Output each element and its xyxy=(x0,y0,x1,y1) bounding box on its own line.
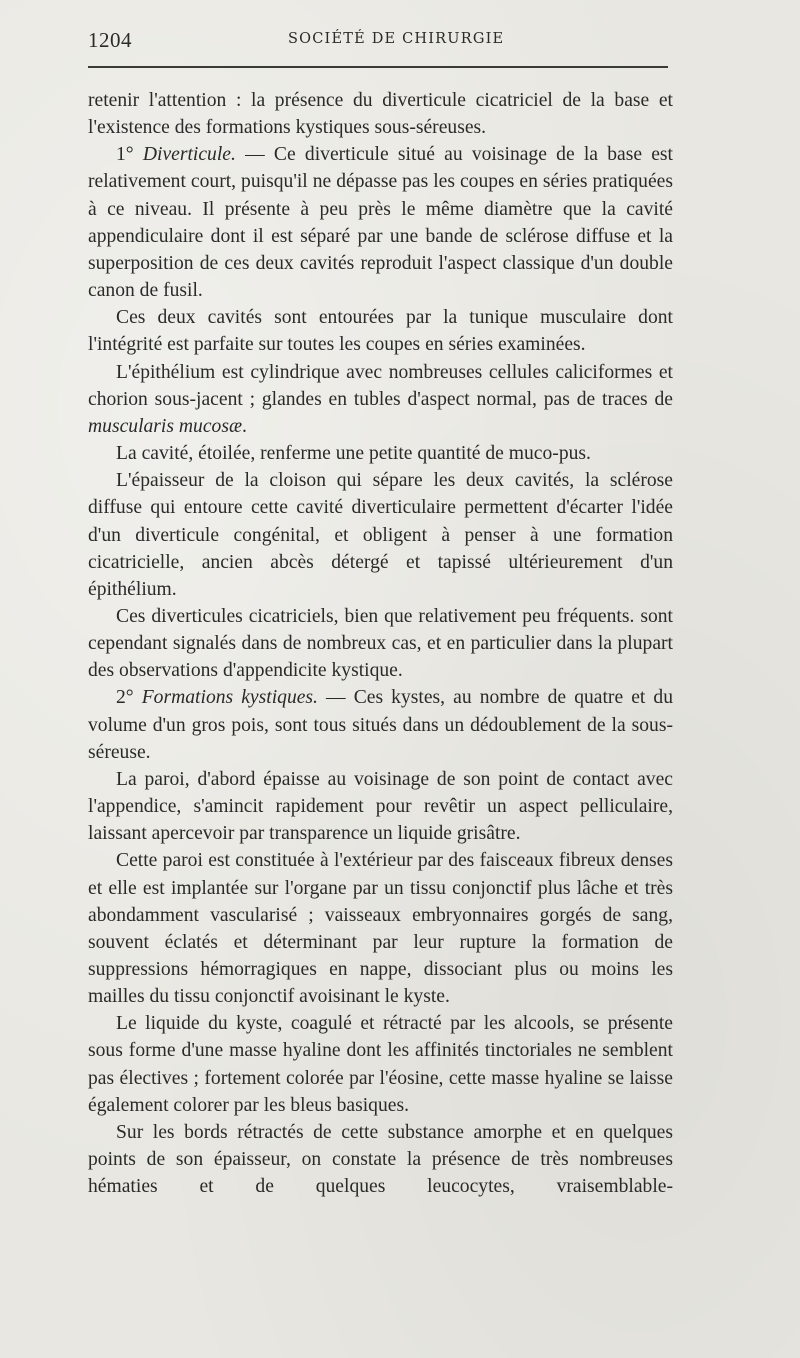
paragraph-10 xyxy=(88,847,673,1010)
paragraph-text: Cette paroi est constituée à l'extérieur par des faisceaux fibreux denses et elle est implantée sur l'organe par un tissu conjonctif plus lâche et très abondamment vascularisé ; vaisseaux embryonnaires gorgés de sang, souvent éclatés et déterminant par leur rupture la formation de suppressions hémorragiques en nappe, dissociant plus ou moins les mailles du tissu conjonctif avoisinant le kyste. xyxy=(88,850,673,1008)
running-head: SOCIÉTÉ DE CHIRURGIE xyxy=(288,31,505,47)
paragraph-8 xyxy=(88,684,673,765)
paragraph-12 xyxy=(88,1119,673,1200)
paragraph-1 xyxy=(88,87,673,141)
paragraph-2 xyxy=(88,141,673,304)
section-number: 2° xyxy=(116,687,142,709)
header-rule xyxy=(88,66,668,68)
paragraph-4 xyxy=(88,359,673,440)
paragraph-text: retenir l'attention : la présence du diverticule cicatriciel de la base et l'existence des formations kystiques sous-séreuses. xyxy=(88,90,673,139)
latin-term: muscularis mucosæ xyxy=(88,415,243,437)
paragraph-11 xyxy=(88,1010,673,1119)
section-title: Diverticule. xyxy=(142,144,236,166)
paragraph-tail: . xyxy=(242,415,247,437)
paragraph-text: — Ce diverticule situé au voisinage de la base est relativement court, puisqu'il ne dépasse pas les coupes en séries pratiquées à ce niveau. Il présente à peu près le même diamètre que la cavité appendiculaire dont il est séparé par une bande de sclérose diffuse et la superposition de ces deux cavités reproduit l'aspect classique d'un double canon de fusil. xyxy=(88,144,674,302)
paragraph-text: La paroi, d'abord épaisse au voisinage de son point de contact avec l'appendice, s'amincit rapidement pour revêtir un aspect pelliculaire, laissant apercevoir par transparence un liquide grisâtre. xyxy=(88,768,673,845)
paragraph-9 xyxy=(88,766,673,847)
paragraph-text: L'épithélium est cylindrique avec nombreuses cellules caliciformes et chorion sous-jacent ; glandes en tubles d'aspect normal, pas de traces de xyxy=(88,361,673,410)
paragraph-text: Le liquide du kyste, coagulé et rétracté par les alcools, se présente sous forme d'une masse hyaline dont les affinités tinctoriales ne semblent pas électives ; fortement colorée par l'éosine, cette masse hyaline se laisse également colorer par les bleus basiques. xyxy=(88,1013,673,1116)
paragraph-text: La cavité, étoilée, renferme une petite quantité de muco-pus. xyxy=(116,443,591,465)
paragraph-3 xyxy=(88,304,673,358)
page-number: 1204 xyxy=(88,28,132,52)
paragraph-5 xyxy=(88,440,673,467)
section-number: 1° xyxy=(116,144,143,166)
section-title: Formations kystiques. xyxy=(141,687,318,709)
paragraph-6 xyxy=(88,467,673,603)
paragraph-7 xyxy=(88,603,673,684)
paragraph-text: L'épaisseur de la cloison qui sépare les deux cavités, la sclérose diffuse qui entoure cette cavité diverticulaire permettent d'écarter l'idée d'un diverticule congénital, et obligent à penser à une formation cicatricielle, ancien abcès détergé et tapissé ultérieurement d'un épithélium. xyxy=(88,470,673,600)
paragraph-text: Ces diverticules cicatriciels, bien que relativement peu fréquents. sont cependant signalés dans de nombreux cas, et en particulier dans la plupart des observations d'appendicite kystique. xyxy=(88,605,673,682)
paragraph-text: — Ces kystes, au nombre de quatre et du volume d'un gros pois, sont tous situés dans un dédoublement de la sous-séreuse. xyxy=(88,687,674,763)
page-header xyxy=(88,28,668,54)
paragraph-text: Ces deux cavités sont entourées par la tunique musculaire dont l'intégrité est parfaite sur toutes les coupes en séries examinées. xyxy=(88,307,673,356)
paragraph-text: Sur les bords rétractés de cette substance amorphe et en quelques points de son épaisseur, on constate la présence de très nombreuses hématies et de quelques leucocytes, vraisemblable- xyxy=(88,1121,673,1198)
body-text xyxy=(88,87,673,1200)
